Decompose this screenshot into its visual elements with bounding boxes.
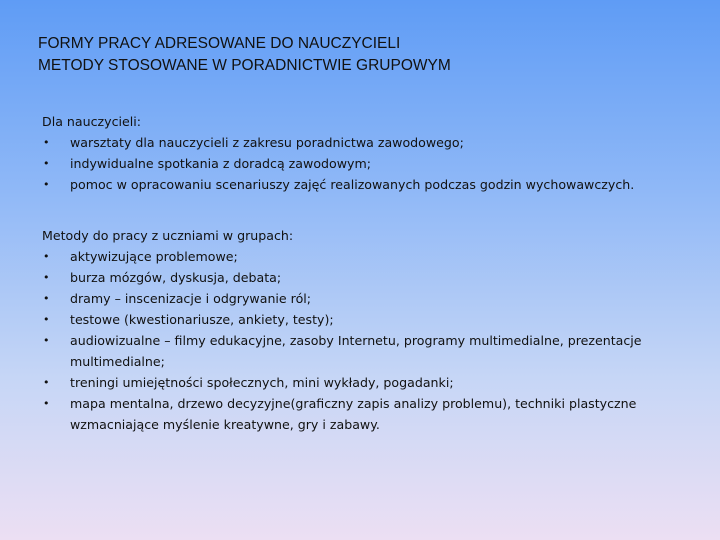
list-item — [42, 267, 692, 288]
bullet-icon: • — [43, 334, 50, 347]
bullet-icon: • — [43, 250, 50, 263]
list-item-text: pomoc w opracowaniu scenariuszy zajęć realizowanych podczas godzin wychowawczych. — [70, 177, 635, 192]
list-item-text: testowe (kwestionariusze, ankiety, testy); — [70, 312, 334, 327]
list-item — [42, 246, 692, 267]
list-item — [42, 174, 692, 195]
list-item-text: dramy – inscenizacje i odgrywanie ról; — [70, 291, 312, 306]
list-item-text: burza mózgów, dyskusja, debata; — [70, 270, 282, 285]
list-item — [42, 372, 692, 393]
bullet-icon: • — [43, 292, 50, 305]
list-item-text: warsztaty dla nauczycieli z zakresu poradnictwa zawodowego; — [70, 135, 464, 150]
list-item — [42, 393, 692, 435]
list-item — [42, 330, 692, 372]
list-item — [42, 132, 692, 153]
title-line-1: FORMY PRACY ADRESOWANE DO NAUCZYCIELI — [38, 35, 401, 52]
list-item-text: treningi umiejętności społecznych, mini wykłady, pogadanki; — [70, 375, 454, 390]
methods-section — [42, 225, 692, 435]
teachers-section — [42, 111, 692, 195]
list-item-text: indywidualne spotkania z doradcą zawodowym; — [70, 156, 371, 171]
section-heading: Metody do pracy z uczniami w grupach: — [42, 228, 294, 243]
list-item — [42, 309, 692, 330]
bullet-icon: • — [43, 313, 50, 326]
section-heading: Dla nauczycieli: — [42, 114, 141, 129]
list-item — [42, 288, 692, 309]
bullet-list — [42, 246, 692, 435]
bullet-icon: • — [43, 397, 50, 410]
bullet-list — [42, 132, 692, 195]
list-item-text: audiowizualne – filmy edukacyjne, zasoby Internetu, programy multimedialne, prezentacje multimedialne; — [70, 333, 642, 369]
list-item-text: aktywizujące problemowe; — [70, 249, 238, 264]
bullet-icon: • — [43, 376, 50, 389]
list-item-text: mapa mentalna, drzewo decyzyjne(graficzny zapis analizy problemu), techniki plastyczne wzmacniające myślenie kreatywne, gry i zabawy. — [70, 396, 637, 432]
title-line-2: METODY STOSOWANE W PORADNICTWIE GRUPOWYM — [38, 57, 451, 74]
bullet-icon: • — [43, 178, 50, 191]
bullet-icon: • — [43, 271, 50, 284]
bullet-icon: • — [43, 136, 50, 149]
bullet-icon: • — [43, 157, 50, 170]
slide-title — [38, 33, 451, 77]
list-item — [42, 153, 692, 174]
